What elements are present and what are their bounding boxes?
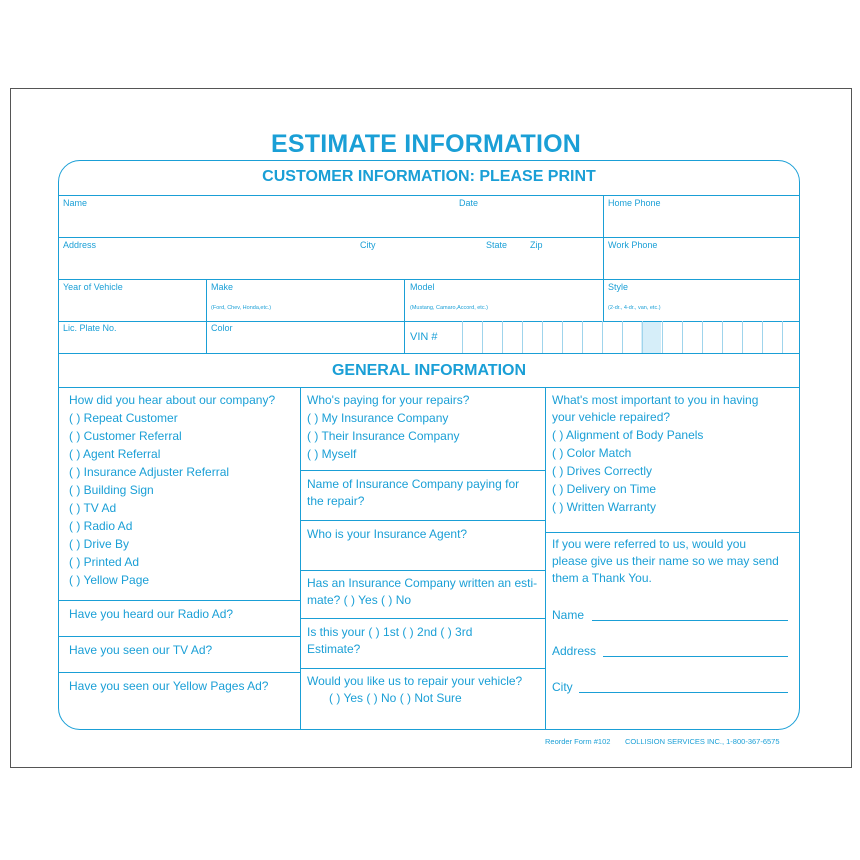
divider (58, 195, 800, 196)
vin-check-digit-cell (641, 322, 661, 353)
repair-question (307, 673, 543, 707)
divider (300, 618, 545, 619)
vin-cell-3[interactable] (522, 321, 523, 353)
divider (58, 237, 800, 238)
customer-section-heading: CUSTOMER INFORMATION: PLEASE PRINT (262, 168, 596, 185)
important-option-1[interactable]: ( ) Color Match (552, 446, 632, 460)
estimate-written-line1: Has an Insurance Company written an esti- (307, 576, 538, 590)
vin-cell-0[interactable] (462, 321, 463, 353)
zip-field[interactable]: Zip (530, 240, 543, 250)
vin-cell-12[interactable] (702, 321, 703, 353)
date-field[interactable]: Date (459, 198, 479, 208)
hear-about-option-2[interactable]: ( ) Agent Referral (69, 447, 161, 461)
divider (404, 279, 405, 353)
make-field[interactable]: Make (211, 282, 234, 292)
agent-question: Who is your Insurance Agent? (307, 527, 468, 541)
vin-cell-6[interactable] (582, 321, 583, 353)
insurance-name-line2: the repair? (307, 494, 365, 508)
hear-about-option-1[interactable]: ( ) Customer Referral (69, 429, 182, 443)
important-option-2[interactable]: ( ) Drives Correctly (552, 464, 653, 478)
referrer-address-field[interactable]: Address (552, 644, 597, 658)
general-section-heading: GENERAL INFORMATION (331, 362, 527, 379)
vin-cell-10[interactable] (662, 321, 663, 353)
vin-cell-4[interactable] (542, 321, 543, 353)
repair-options[interactable]: ( ) Yes ( ) No ( ) Not Sure (329, 691, 462, 705)
estimate-written-line2[interactable]: mate? ( ) Yes ( ) No (307, 593, 412, 607)
important-option-3[interactable]: ( ) Delivery on Time (552, 482, 657, 496)
vin-cell-2[interactable] (502, 321, 503, 353)
divider (58, 672, 300, 673)
color-field[interactable]: Color (211, 323, 233, 333)
vin-cell-11[interactable] (682, 321, 683, 353)
vin-cell-13[interactable] (722, 321, 723, 353)
divider (58, 353, 800, 354)
insurance-name-question (307, 476, 543, 510)
important-line1: What's most important to you in having (552, 393, 759, 407)
divider (300, 668, 545, 669)
hear-about-option-7[interactable]: ( ) Drive By (69, 537, 129, 551)
who-paying-label: Who's paying for your repairs? (307, 393, 470, 407)
model-hint: (Mustang, Camaro,Accord, etc.) (410, 305, 488, 311)
vin-cell-16[interactable] (782, 321, 783, 353)
divider (206, 279, 207, 353)
style-hint: (2-dr., 4-dr., van, etc.) (608, 305, 661, 311)
company-text: COLLISION SERVICES INC., 1-800-367-6575 (625, 737, 780, 746)
model-field[interactable]: Model (410, 282, 435, 292)
hear-about-options (69, 409, 299, 589)
address-field[interactable]: Address (63, 240, 97, 250)
important-options (552, 426, 792, 516)
which-estimate-question (307, 624, 543, 658)
lic-plate-field[interactable]: Lic. Plate No. (63, 323, 117, 333)
vin-cell-15[interactable] (762, 321, 763, 353)
divider (300, 520, 545, 521)
home-phone-field[interactable]: Home Phone (608, 198, 661, 208)
form-title: ESTIMATE INFORMATION (271, 130, 581, 158)
divider (300, 387, 301, 729)
referred-line3: them a Thank You. (552, 571, 652, 585)
referrer-city-line[interactable] (579, 692, 788, 693)
hear-about-option-9[interactable]: ( ) Yellow Page (69, 573, 150, 587)
hear-about-option-4[interactable]: ( ) Building Sign (69, 483, 154, 497)
referrer-address-line[interactable] (603, 656, 788, 657)
divider (300, 570, 545, 571)
who-paying-option-2[interactable]: ( ) Myself (307, 447, 357, 461)
divider (603, 279, 604, 321)
vin-cell-9[interactable] (642, 321, 643, 353)
divider (58, 600, 300, 601)
hear-about-option-5[interactable]: ( ) TV Ad (69, 501, 117, 515)
hear-about-option-0[interactable]: ( ) Repeat Customer (69, 411, 178, 425)
divider (545, 387, 546, 729)
who-paying-question (307, 392, 543, 463)
vin-label: VIN # (410, 331, 438, 343)
divider (58, 279, 800, 280)
vin-cell-14[interactable] (742, 321, 743, 353)
hear-about-label: How did you hear about our company? (69, 393, 276, 407)
divider (58, 636, 300, 637)
divider (545, 532, 800, 533)
vin-cell-7[interactable] (602, 321, 603, 353)
repair-line1: Would you like us to repair your vehicle? (307, 674, 523, 688)
hear-about-option-3[interactable]: ( ) Insurance Adjuster Referral (69, 465, 230, 479)
vin-cell-5[interactable] (562, 321, 563, 353)
hear-about-question (69, 392, 299, 589)
style-field[interactable]: Style (608, 282, 629, 292)
hear-about-option-6[interactable]: ( ) Radio Ad (69, 519, 133, 533)
tv-ad-question: Have you seen our TV Ad? (69, 643, 213, 657)
divider (300, 470, 545, 471)
who-paying-options (307, 409, 543, 463)
important-option-4[interactable]: ( ) Written Warranty (552, 500, 657, 514)
make-hint: (Ford, Chev, Honda,etc.) (211, 305, 272, 311)
state-field[interactable]: State (486, 240, 508, 250)
reorder-text: Reorder Form #102 (545, 737, 611, 746)
important-option-0[interactable]: ( ) Alignment of Body Panels (552, 428, 704, 442)
important-question (552, 392, 792, 516)
referrer-name-field[interactable]: Name (552, 608, 585, 622)
work-phone-field[interactable]: Work Phone (608, 240, 658, 250)
who-paying-option-0[interactable]: ( ) My Insurance Company (307, 411, 449, 425)
vin-cell-1[interactable] (482, 321, 483, 353)
insurance-name-line1: Name of Insurance Company paying for (307, 477, 520, 491)
referred-question (552, 536, 792, 587)
referred-line2: please give us their name so we may send (552, 554, 779, 568)
estimate-written-question (307, 575, 543, 609)
city-field[interactable]: City (360, 240, 376, 250)
vin-cell-8[interactable] (622, 321, 623, 353)
referrer-city-field[interactable]: City (552, 680, 573, 694)
referred-line1: If you were referred to us, would you (552, 537, 747, 551)
referrer-name-line[interactable] (592, 620, 788, 621)
divider (58, 387, 800, 388)
yellow-pages-question: Have you seen our Yellow Pages Ad? (69, 679, 269, 693)
which-estimate-line2: Estimate? (307, 642, 361, 656)
year-of-vehicle-field[interactable]: Year of Vehicle (63, 282, 123, 292)
who-paying-option-1[interactable]: ( ) Their Insurance Company (307, 429, 460, 443)
hear-about-option-8[interactable]: ( ) Printed Ad (69, 555, 140, 569)
which-estimate-line1[interactable]: Is this your ( ) 1st ( ) 2nd ( ) 3rd (307, 625, 473, 639)
divider (58, 321, 800, 322)
radio-ad-question: Have you heard our Radio Ad? (69, 607, 234, 621)
name-field[interactable]: Name (63, 198, 88, 208)
important-line2: your vehicle repaired? (552, 410, 671, 424)
